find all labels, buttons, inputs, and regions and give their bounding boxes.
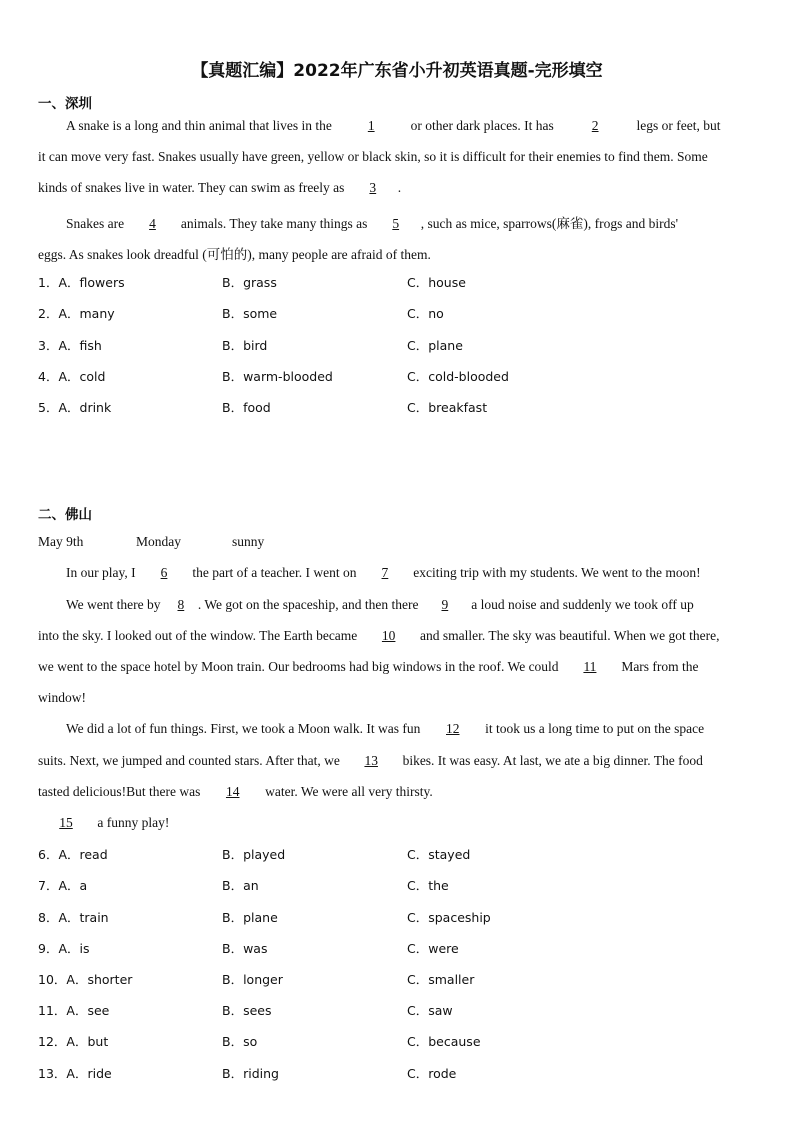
passage-line: We did a lot of fun things. First, we took a Moon walk. It was fun 12 it took us a long time to put on the space (66, 721, 705, 736)
option-c[interactable]: C．breakfast (407, 400, 488, 415)
option-c[interactable]: C．were (407, 941, 459, 956)
diary-weather: sunny (232, 534, 265, 549)
question-row (38, 1064, 738, 1084)
option-c[interactable]: C．rode (407, 1066, 457, 1081)
option-a[interactable]: 9．A．is (38, 941, 90, 956)
passage-line: tasted delicious!But there was 14 water. We were all very thirsty. (38, 784, 433, 799)
option-b[interactable]: B．longer (222, 972, 283, 987)
section-heading: 一、深圳 (38, 96, 92, 112)
blank: 12 (446, 721, 460, 736)
passage-line: We went there by 8 . We got on the spaceship, and then there 9 a loud noise and suddenly we took off up (66, 597, 694, 612)
diary-day: Monday (136, 534, 181, 549)
blank: 7 (381, 565, 389, 580)
question-row (38, 939, 738, 959)
option-a[interactable]: 1．A．flowers (38, 275, 125, 290)
passage-line: window! (38, 690, 86, 705)
question-row (38, 845, 738, 865)
passage-line: kinds of snakes live in water. They can swim as freely as 3 . (38, 180, 402, 195)
option-a[interactable]: 4．A．cold (38, 369, 106, 384)
passage-line: Snakes are 4 animals. They take many things as 5 , such as mice, sparrows(麻雀), frogs and birds' (66, 216, 679, 231)
option-a[interactable]: 12．A．but (38, 1034, 109, 1049)
option-b[interactable]: B．an (222, 878, 259, 893)
option-c[interactable]: C．house (407, 275, 466, 290)
option-a[interactable]: 3．A．fish (38, 338, 102, 353)
blank: 1 (367, 118, 375, 133)
option-a[interactable]: 10．A．shorter (38, 972, 133, 987)
option-a[interactable]: 7．A．a (38, 878, 88, 893)
blank: 2 (591, 118, 599, 133)
option-b[interactable]: B．was (222, 941, 268, 956)
question-row (38, 304, 738, 324)
option-b[interactable]: B．some (222, 306, 278, 321)
option-b[interactable]: B．food (222, 400, 271, 415)
blank: 6 (160, 565, 168, 580)
option-c[interactable]: C．because (407, 1034, 481, 1049)
question-row (38, 908, 738, 928)
blank: 3 (369, 180, 377, 195)
passage-line: we went to the space hotel by Moon train. Our bedrooms had big windows in the roof. We could 11 Mars from the (38, 659, 699, 674)
option-c[interactable]: C．the (407, 878, 449, 893)
option-b[interactable]: B．riding (222, 1066, 279, 1081)
question-row (38, 876, 738, 896)
passage-line: 15 a funny play! (38, 815, 169, 831)
option-a[interactable]: 6．A．read (38, 847, 108, 862)
blank: 9 (441, 597, 449, 612)
question-row (38, 1001, 738, 1021)
passage-line: In our play, I 6 the part of a teacher. I went on 7 exciting trip with my students. We went to the moon! (66, 565, 701, 580)
passage-line: A snake is a long and thin animal that lives in the 1 or other dark places. It has 2 legs or feet, but (66, 118, 721, 133)
option-a[interactable]: 13．A．ride (38, 1066, 112, 1081)
option-c[interactable]: C．no (407, 306, 444, 321)
option-c[interactable]: C．plane (407, 338, 463, 353)
option-c[interactable]: C．smaller (407, 972, 475, 987)
blank: 4 (149, 216, 156, 231)
option-c[interactable]: C．spaceship (407, 910, 491, 925)
blank: 5 (392, 216, 400, 231)
blank: 11 (583, 659, 597, 674)
question-row (38, 1032, 738, 1052)
question-row (38, 398, 738, 418)
question-row (38, 970, 738, 990)
question-row (38, 336, 738, 356)
option-b[interactable]: B．grass (222, 275, 277, 290)
option-a[interactable]: 5．A．drink (38, 400, 112, 415)
blank: 13 (364, 753, 378, 768)
option-b[interactable]: B．bird (222, 338, 268, 353)
option-a[interactable]: 11．A．see (38, 1003, 110, 1018)
blank: 10 (381, 628, 396, 643)
option-b[interactable]: B．plane (222, 910, 278, 925)
option-a[interactable]: 2．A．many (38, 306, 115, 321)
section-heading: 二、佛山 (38, 507, 92, 523)
question-row (38, 273, 738, 293)
page-title: 【真题汇编】2022年广东省小升初英语真题-完形填空 (191, 61, 603, 81)
blank: 15 (59, 815, 73, 830)
option-a[interactable]: 8．A．train (38, 910, 109, 925)
passage-line: eggs. As snakes look dreadful (可怕的), many people are afraid of them. (38, 247, 431, 262)
option-c[interactable]: C．stayed (407, 847, 471, 862)
blank: 8 (177, 597, 185, 612)
option-b[interactable]: B．sees (222, 1003, 272, 1018)
passage-line: suits. Next, we jumped and counted stars. After that, we 13 bikes. It was easy. At last, we ate a big dinner. The food (38, 753, 703, 768)
question-row (38, 367, 738, 387)
option-c[interactable]: C．cold-blooded (407, 369, 509, 384)
option-b[interactable]: B．so (222, 1034, 258, 1049)
passage-line: it can move very fast. Snakes usually have green, yellow or black skin, so it is difficult for their enemies to find them. Some (38, 149, 708, 164)
passage-line: into the sky. I looked out of the window. The Earth became 10 and smaller. The sky was beautiful. When we got there, (38, 628, 720, 643)
option-b[interactable]: B．warm-blooded (222, 369, 333, 384)
option-b[interactable]: B．played (222, 847, 286, 862)
diary-date: May 9th (38, 534, 84, 549)
blank: 14 (225, 784, 240, 799)
option-c[interactable]: C．saw (407, 1003, 453, 1018)
